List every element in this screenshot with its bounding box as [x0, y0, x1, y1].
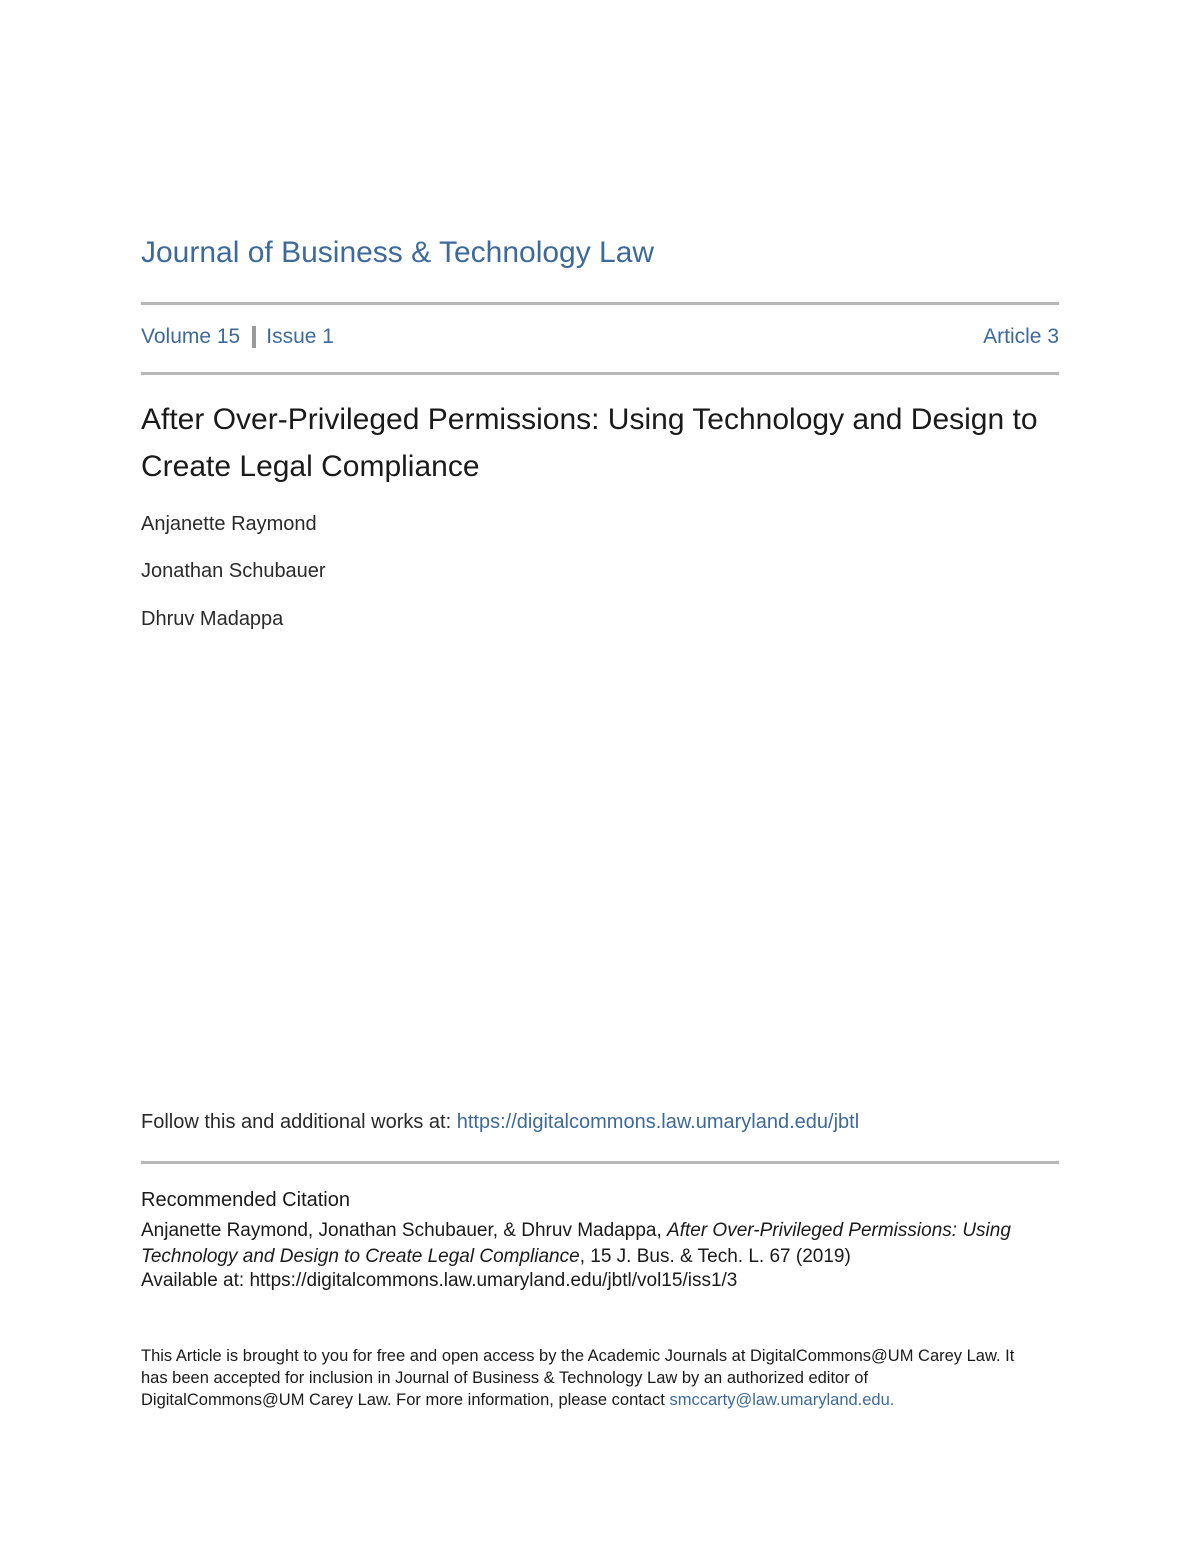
contact-email-link[interactable]: smccarty@law.umaryland.edu.	[669, 1391, 895, 1409]
footer-note	[141, 1345, 1036, 1411]
journal-title[interactable]: Journal of Business & Technology Law	[141, 236, 655, 269]
divider-top	[141, 302, 1059, 305]
issue-line	[141, 325, 1059, 349]
article-link[interactable]: Article 3	[983, 325, 1059, 348]
citation-title: After Over-Privileged Permissions: Using Technology and Design to Create Legal Compliance	[141, 1220, 1011, 1267]
available-at-line: Available at: https://digitalcommons.law.umaryland.edu/jbtl/vol15/iss1/3	[141, 1270, 738, 1291]
volume-link[interactable]: Volume 15	[141, 325, 241, 348]
follow-link[interactable]: https://digitalcommons.law.umaryland.edu/jbtl	[456, 1111, 860, 1133]
citation-source: , 15 J. Bus. & Tech. L. 67 (2019)	[579, 1245, 851, 1267]
follow-line	[141, 1111, 859, 1134]
citation-text	[141, 1218, 1041, 1269]
author-name: Anjanette Raymond	[141, 513, 317, 535]
author-name: Jonathan Schubauer	[141, 560, 326, 582]
author-name: Dhruv Madappa	[141, 608, 284, 630]
separator-bar	[252, 326, 256, 348]
issue-link[interactable]: Issue 1	[266, 325, 334, 348]
article-title: After Over-Privileged Permissions: Using Technology and Design to Create Legal Compliance	[141, 403, 1038, 483]
divider-middle	[141, 372, 1059, 375]
follow-prefix: Follow this and additional works at:	[141, 1111, 457, 1133]
footer-text: This Article is brought to you for free and open access by the Academic Journals at DigitalCommons@UM Carey Law. It has been accepted for inclusion in Journal of Business & Technology Law by an authorized editor of DigitalCommons@UM Carey Law. For more information, please contact	[141, 1347, 1015, 1409]
recommended-citation-heading: Recommended Citation	[141, 1189, 350, 1211]
divider-bottom	[141, 1161, 1059, 1164]
citation-authors: Anjanette Raymond, Jonathan Schubauer, & Dhruv Madappa,	[141, 1220, 668, 1241]
